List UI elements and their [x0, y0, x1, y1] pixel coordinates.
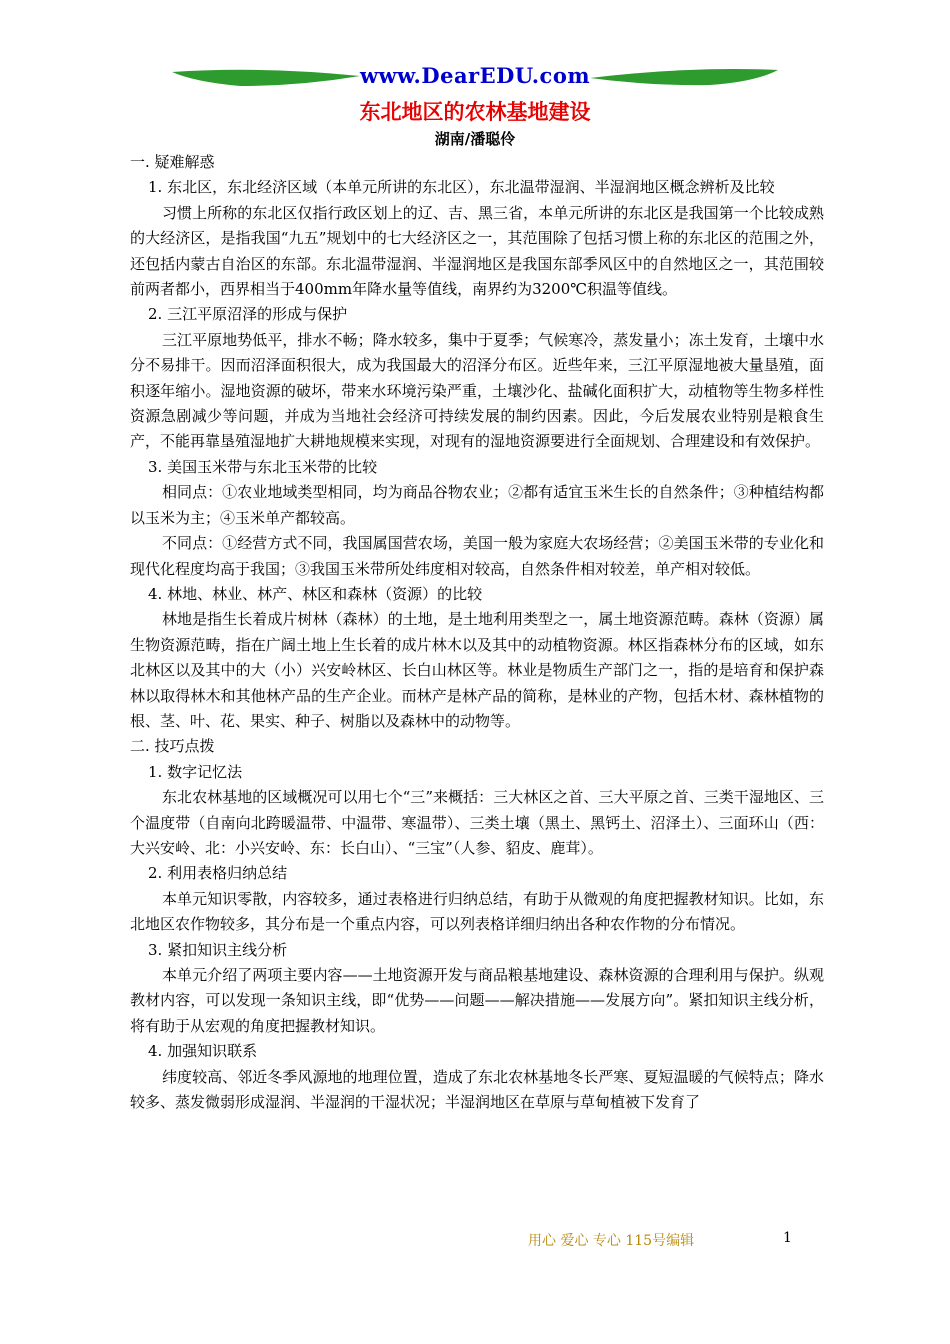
paragraph: 东北农林基地的区域概况可以用七个“三”来概括：三大林区之首、三大平原之首、三类干湿地区、三个温度带（自南向北跨暖温带、中温带、寒温带）、三类土壤（黑土、黑钙土、沼泽土）、三面环山（西：大兴安岭、北：小兴安岭、东：长白山）、“三宝”（人参、貂皮、鹿茸）。: [130, 788, 824, 857]
subsection-heading: 2. 三江平原沼泽的形成与保护: [148, 305, 348, 324]
subsection-heading: 4. 林地、林业、林产、林区和森林（资源）的比较: [148, 584, 483, 603]
paragraph: 林地是指生长着成片树林（森林）的土地，是土地利用类型之一，属土地资源范畴。森林（资源）属生物资源范畴，指在广阔土地上生长着的成片林木以及其中的动植物资源。林区指森林分布的区域，如东北林区以及其中的大（小）兴安岭林区、长白山林区等。林业是物质生产部门之一，指的是培育和保护森林以取得林木和其他林产品的生产企业。而林产是林产品的简称，是林业的产物，包括木材、森林植物的根、茎、叶、花、果实、种子、树脂以及森林中的动物等。: [130, 610, 824, 730]
page-title: 东北地区的农林基地建设: [359, 99, 591, 124]
paragraph: 本单元介绍了两项主要内容——土地资源开发与商品粮基地建设、森林资源的合理利用与保护。纵观教材内容，可以发现一条知识主线，即“优势——问题——解决措施——发展方向”。紧扣知识主线分析，将有助于从宏观的角度把握教材知识。: [130, 966, 824, 1035]
paragraph: 本单元知识零散，内容较多，通过表格进行归纳总结，有助于从微观的角度把握教材知识。比如，东北地区农作物较多，其分布是一个重点内容，可以列表格详细归纳出各种农作物的分布情况。: [130, 889, 824, 934]
section-heading: 二. 技巧点拨: [130, 737, 215, 756]
subsection-heading: 4. 加强知识联系: [148, 1042, 258, 1061]
subsection-heading: 3. 美国玉米带与东北玉米带的比较: [148, 457, 378, 476]
paragraph: 习惯上所称的东北区仅指行政区划上的辽、吉、黑三省，本单元所讲的东北区是我国第一个比较成熟的大经济区，是指我国“九五”规划中的七大经济区之一，其范围除了包括习惯上称的东北区的范围之外，还包括内蒙古自治区的东部。东北温带湿润、半湿润地区是我国东部季风区中的自然地区之一，其范围较前两者都小，西界相当于400mm年降水量等值线，南界约为3200℃积温等值线。: [130, 203, 824, 299]
footer-note: 用心 爱心 专心 115号编辑: [528, 1233, 695, 1249]
paragraph: 三江平原地势低平，排水不畅；降水较多，集中于夏季；气候寒冷，蒸发量小；冻土发育，土壤中水分不易排干。因而沼泽面积很大，成为我国最大的沼泽分布区。近些年来，三江平原湿地被大量垦殖，面积逐年缩小。湿地资源的破坏，带来水环境污染严重，土壤沙化、盐碱化面积扩大，动植物等生物多样性资源急剧减少等问题，并成为当地社会经济可持续发展的制约因素。因此，今后发展农业特别是粮食生产，不能再靠垦殖湿地扩大耕地规模来实现，对现有的湿地资源要进行全面规划、合理建设和有效保护。: [130, 330, 824, 451]
author-line: 湖南/潘聪伶: [434, 130, 516, 148]
subsection-heading: 2. 利用表格归纳总结: [148, 864, 288, 883]
paragraph: 相同点：①农业地域类型相同，均为商品谷物农业；②都有适宜玉米生长的自然条件；③种植结构都以玉米为主；④玉米单产都较高。: [130, 483, 824, 527]
article-body: [130, 150, 824, 1115]
subsection-heading: 1. 东北区，东北经济区域（本单元所讲的东北区），东北温带湿润、半湿润地区概念辨析及比较: [148, 178, 775, 197]
subsection-heading: 3. 紧扣知识主线分析: [148, 940, 288, 959]
site-logo-text: www.DearEDU.com: [359, 63, 591, 88]
paragraph: 纬度较高、邻近冬季风源地的地理位置，造成了东北农林基地冬长严寒、夏短温暖的气候特点；降水较多、蒸发微弱形成湿润、半湿润的干湿状况；半湿润地区在草原与草甸植被下发育了: [130, 1067, 824, 1112]
section-heading: 一. 疑难解惑: [130, 153, 215, 171]
paragraph: 不同点：①经营方式不同，我国属国营农场，美国一般为家庭大农场经营；②美国玉米带的专业化和现代化程度均高于我国；③我国玉米带所处纬度相对较高，自然条件相对较差，单产相对较低。: [130, 534, 824, 578]
subsection-heading: 1. 数字记忆法: [148, 762, 243, 781]
page-number: 1: [783, 1230, 792, 1246]
